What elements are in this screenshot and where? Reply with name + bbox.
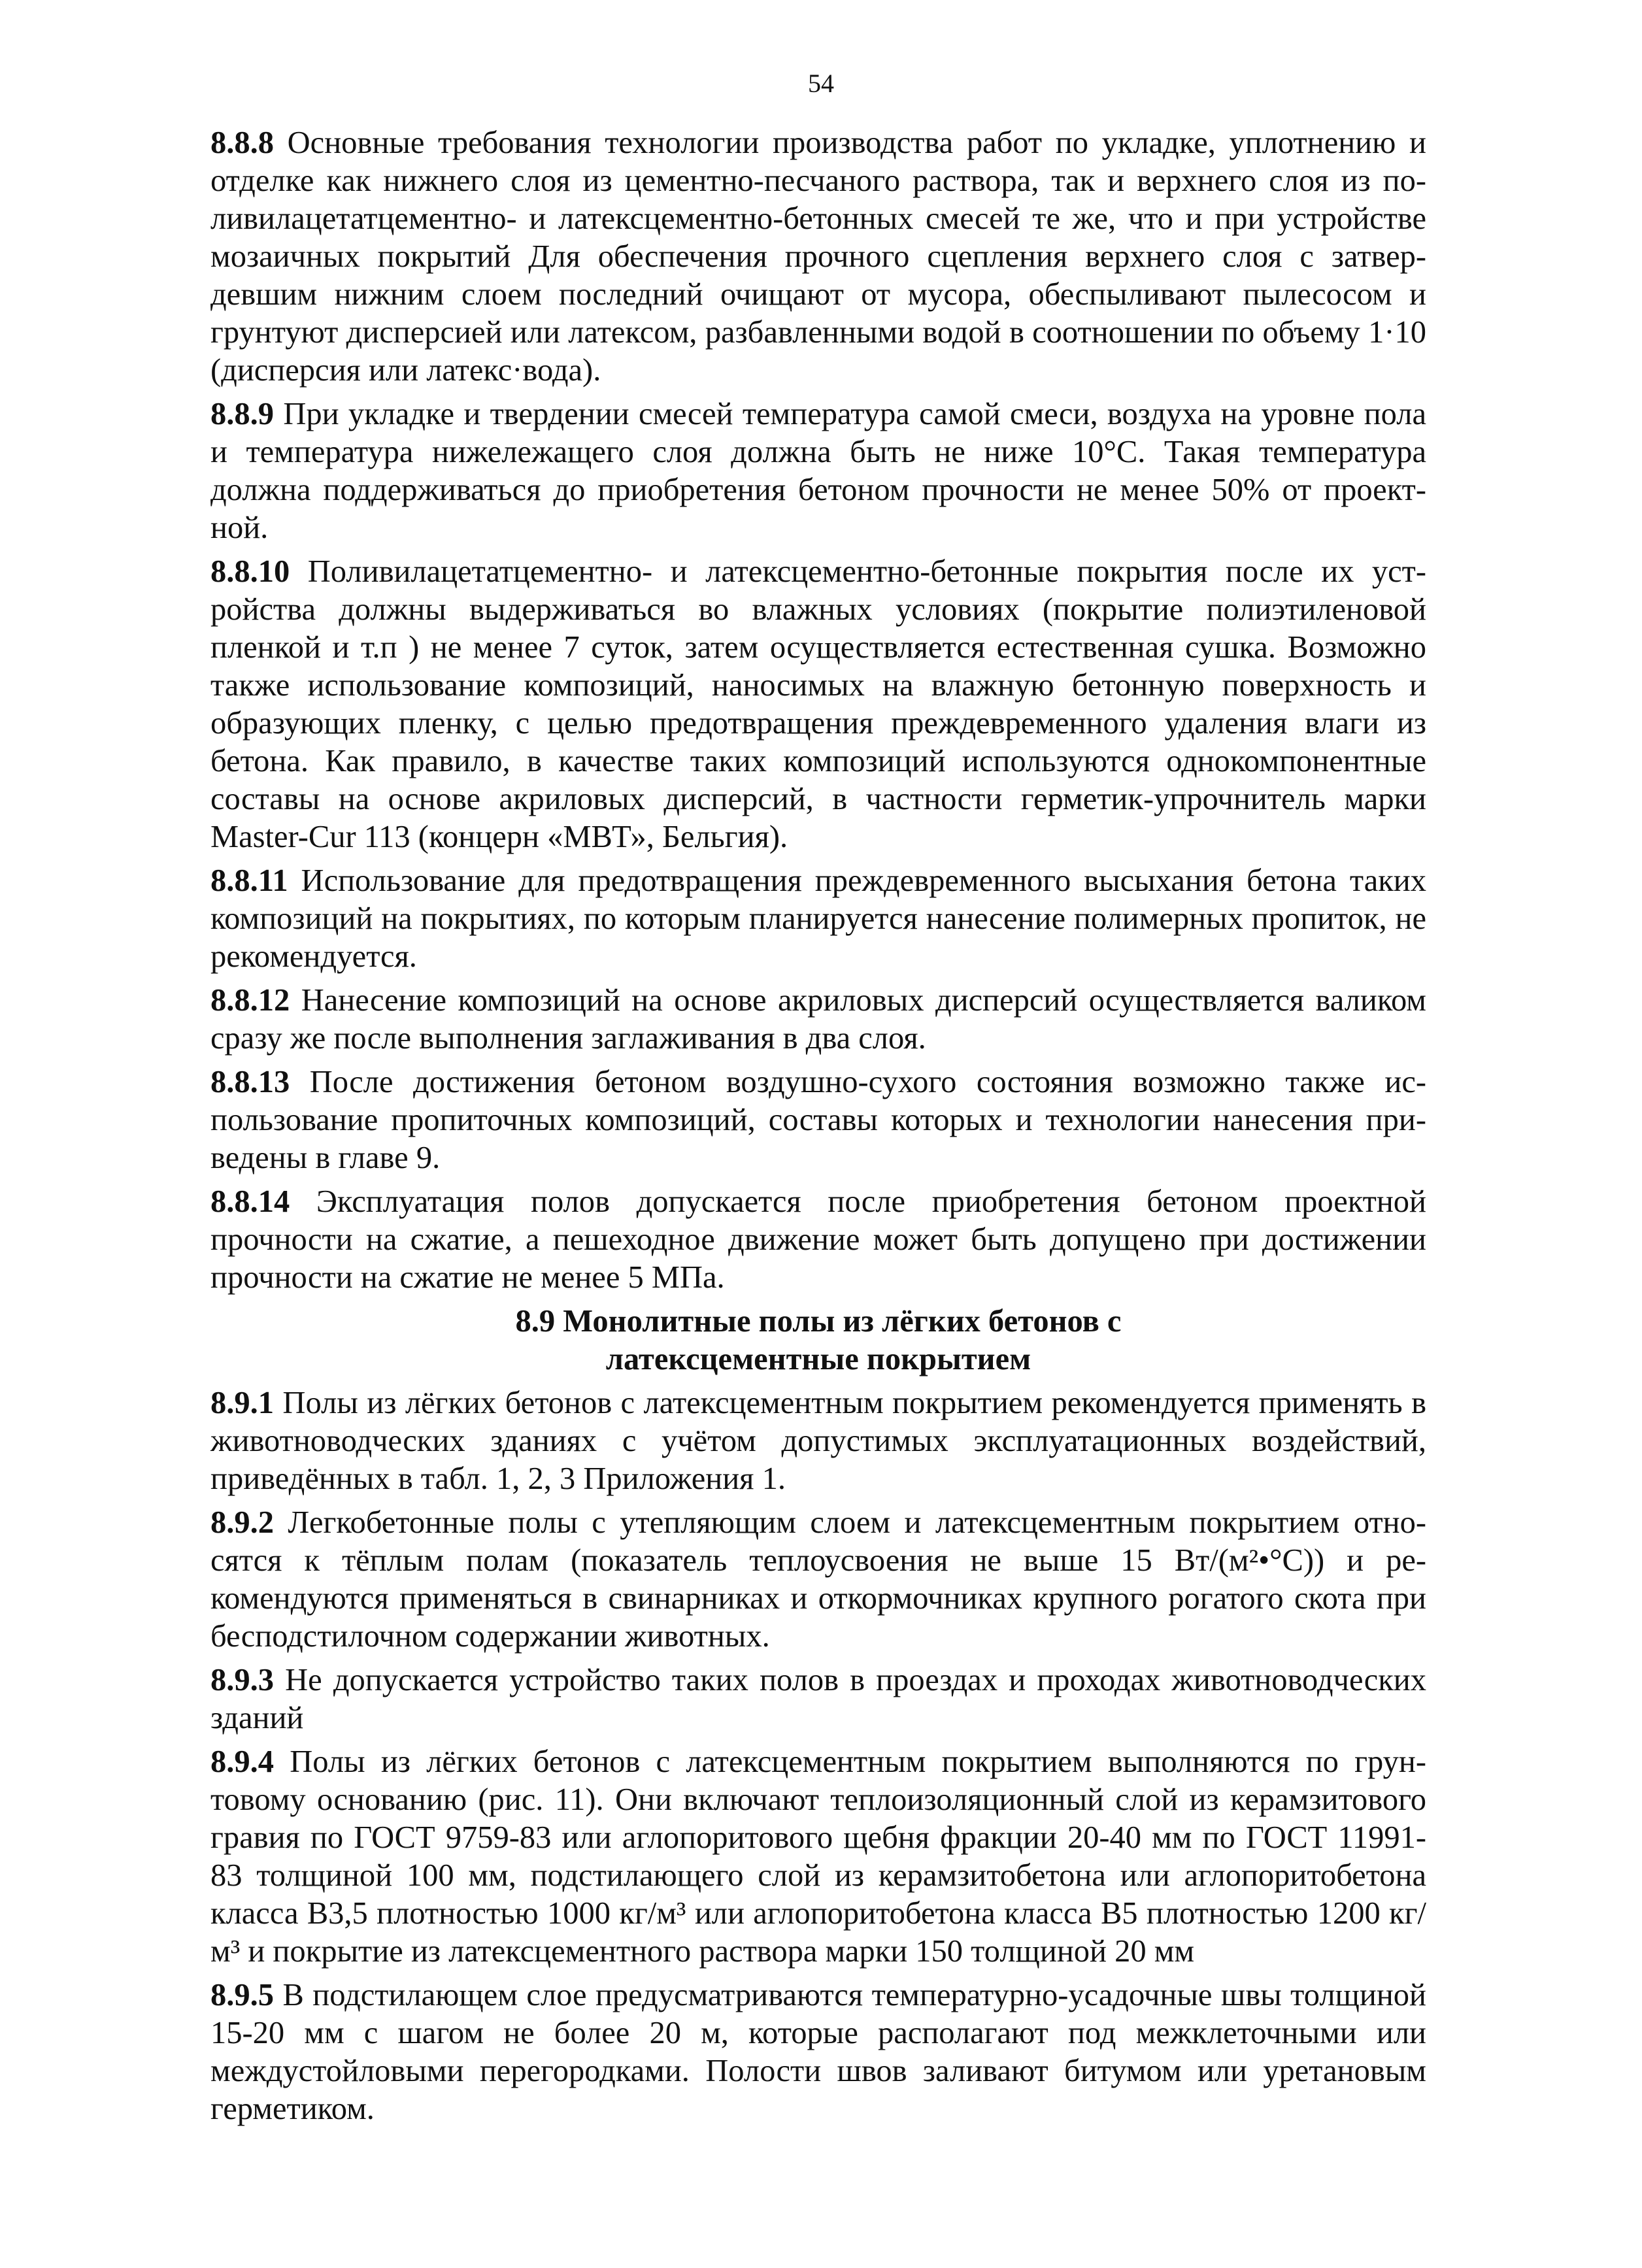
paragraph-8-9-2 [210,1504,1426,1656]
clause-number: 8.8.14 [210,1184,290,1219]
paragraph-8-9-4 [210,1743,1426,1971]
clause-number: 8.9.3 [210,1663,274,1697]
paragraph-8-8-13 [210,1063,1426,1177]
page-number: 54 [808,69,834,98]
paragraph-text: После достижения бетоном воздушно-сухого состояния возможно также использование пропиточных композиций, составы которых и технологии нанесения приведены в главе 9. [210,1065,1426,1175]
paragraph-text: Поливилацетатцементно- и латексцементно-бетонные покрытия после их устройства должны выдерживаться во влажных условиях (покрытие полиэтиленовой пленкой и т.п ) не менее 7 суток, затем осуществляется естественная сушка. Возможно также использование композиций, наносимых на влажную бетонную поверхность и образующих пленку, с целью предотвращения преждевременного удаления влаги из бетона. Как правило, в качестве таких композиций используются однокомпонентные составы на основе акриловых дисперсий, в частности герметик-упрочнитель марки Master-Cur 113 (концерн «МВТ», Бельгия). [210,554,1426,854]
paragraph-8-8-8 [210,124,1426,390]
paragraph-text: Не допускается устройство таких полов в проездах и проходах животноводческих зданий [210,1663,1426,1735]
paragraph-text: Использование для предотвращения преждевременного высыхания бетона таких композиций на покрытиях, по которым планируется нанесение полимерных пропиток, не рекомендуется. [210,863,1426,974]
section-heading [210,1303,1426,1378]
paragraph-8-8-10 [210,553,1426,856]
paragraph-8-8-14 [210,1183,1426,1297]
paragraph-8-9-1 [210,1384,1426,1498]
paragraph-8-9-5 [210,1976,1426,2128]
paragraph-text: Нанесение композиций на основе акриловых дисперсий осуществляется валиком сразу же после выполнения заглаживания в два слоя. [210,983,1426,1056]
clause-number: 8.8.12 [210,983,290,1018]
paragraph-text: В подстилающем слое предусматриваются температурно-усадочные швы толщиной 15-20 мм с шагом не более 20 м, которые располагают под межклеточными или междустойловыми перегородками. Полости швов заливают битумом или уретановым герметиком. [210,1978,1426,2126]
section-heading-line-1: 8.9 Монолитные полы из лёгких бетонов с [515,1304,1122,1339]
paragraph-text: Полы из лёгких бетонов с латексцементным покрытием выполняются по грунтовому основанию (рис. 11). Они включают теплоизоляционный слой из керамзитового гравия по ГОСТ 9759-83 или аглопоритового щебня фракции 20-40 мм по ГОСТ 11991-83 толщиной 100 мм, подстилающего слой из керамзитобетона или аглопоритобетона класса В3,5 плотностью 1000 кг/м³ или аглопоритобетона класса В5 плотностью 1200 кг/м³ и покрытие из латексцементного раствора марки 150 толщиной 20 мм [210,1744,1426,1969]
clause-number: 8.9.4 [210,1744,274,1779]
section-heading-line-2: латексцементные покрытием [605,1342,1031,1376]
paragraph-8-8-9 [210,395,1426,547]
clause-number: 8.9.2 [210,1505,274,1540]
clause-number: 8.9.1 [210,1386,274,1420]
clause-number: 8.8.10 [210,554,290,589]
clause-number: 8.8.11 [210,863,288,898]
clause-number: 8.8.9 [210,397,274,431]
paragraph-text: Эксплуатация полов допускается после приобретения бетоном проектной прочности на сжатие, а пешеходное движение может быть допущено при достижении прочности на сжатие не менее 5 МПа. [210,1184,1426,1295]
paragraph-text: Легкобетонные полы с утепляющим слоем и латексцементным покрытием относятся к тёплым полам (показатель теплоусвоения не выше 15 Вт/(м²•°С)) и рекомендуются применяться в свинарниках и откормочниках крупного рогатого скота при бесподстилочном содержании животных. [210,1505,1426,1654]
page-content [210,124,1426,2134]
paragraph-8-8-12 [210,982,1426,1058]
paragraph-text: Полы из лёгких бетонов с латексцементным покрытием рекомендуется применять в животноводческих зданиях с учётом допустимых эксплуатационных воздействий, приведённых в табл. 1, 2, 3 Приложения 1. [210,1386,1426,1496]
paragraph-8-8-11 [210,862,1426,976]
paragraph-text: При укладке и твердении смесей температура самой смеси, воздуха на уровне пола и температура нижележащего слоя должна быть не ниже 10°С. Такая температура должна поддерживаться до приобретения бетоном прочности не менее 50% от проектной. [210,397,1426,545]
paragraph-8-9-3 [210,1661,1426,1737]
clause-number: 8.8.13 [210,1065,290,1099]
clause-number: 8.9.5 [210,1978,274,2012]
clause-number: 8.8.8 [210,125,274,160]
paragraph-text: Основные требования технологии производства работ по укладке, уплотнению и отделке как нижнего слоя из цементно-песчаного раствора, так и верхнего слоя из поливилацетатцементно- и латексцементно-бетонных смесей те же, что и при устройстве мозаичных покрытий Для обеспечения прочного сцепления верхнего слоя с затвердевшим нижним слоем последний очищают от мусора, обеспыливают пылесосом и грунтуют дисперсией или латексом, разбавленными водой в соотношении по объему 1·10 (дисперсия или латекс·вода). [210,125,1426,388]
